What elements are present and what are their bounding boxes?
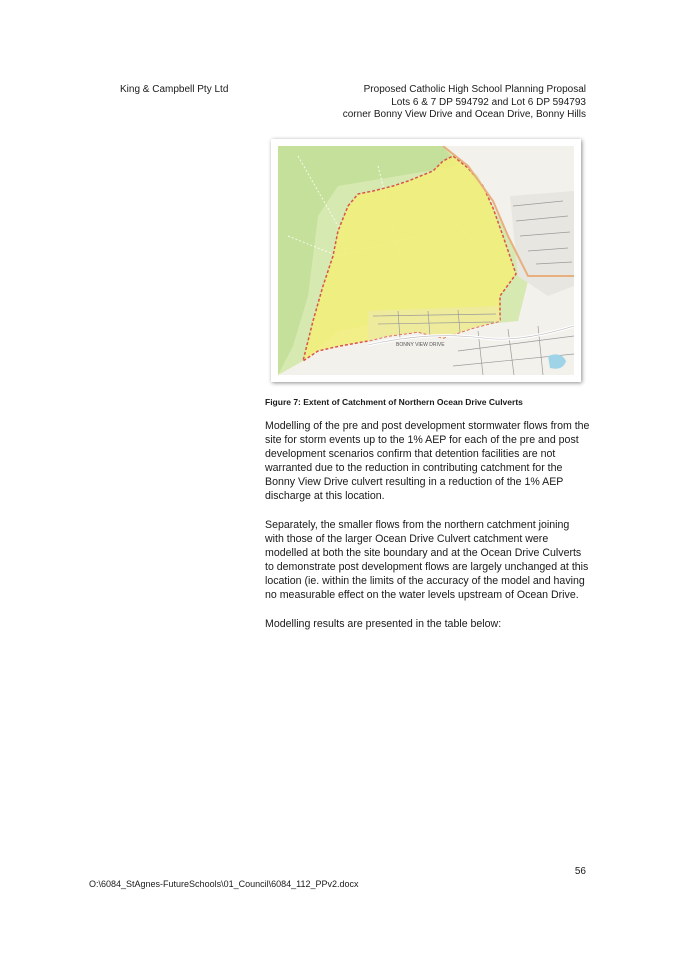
catchment-map-figure bbox=[271, 139, 581, 382]
footer-file-path: O:\6084_StAgnes-FutureSchools\01_Council\6084_112_PPv2.docx bbox=[89, 879, 359, 889]
header-lots-line: Lots 6 & 7 DP 594792 and Lot 6 DP 594793 bbox=[391, 96, 586, 108]
body-paragraph: Modelling of the pre and post development stormwater flows from the site for storm events up to the 1% AEP for each of the pre and post development scenarios confirm that detention facilities are not warranted due to the reduction in contributing catchment for the Bonny View Drive culvert resulting in a reduction of the 1% AEP discharge at this location. bbox=[265, 420, 590, 502]
header-title-line: Proposed Catholic High School Planning Proposal bbox=[363, 84, 586, 95]
figure-caption: Figure 7: Extent of Catchment of Northern Ocean Drive Culverts bbox=[265, 397, 523, 407]
catchment-map bbox=[278, 146, 574, 375]
body-paragraph: Separately, the smaller flows from the northern catchment joining with those of the larger Ocean Drive Culvert catchment were modelled at both the site boundary and at the Ocean Drive Culverts to demonstrate post development flows are largely unchanged at this location (ie. within the limits of the accuracy of the model and having no measurable effect on the water levels upstream of Ocean Drive. bbox=[265, 519, 589, 601]
header-title-block bbox=[343, 84, 586, 122]
header-location-line: corner Bonny View Drive and Ocean Drive, Bonny Hills bbox=[342, 109, 586, 120]
body-paragraph: Modelling results are presented in the table below: bbox=[265, 618, 502, 630]
page-number: 56 bbox=[574, 866, 586, 877]
header-company: King & Campbell Pty Ltd bbox=[120, 84, 229, 95]
map-label-road: BONNY VIEW DRIVE bbox=[396, 342, 445, 348]
